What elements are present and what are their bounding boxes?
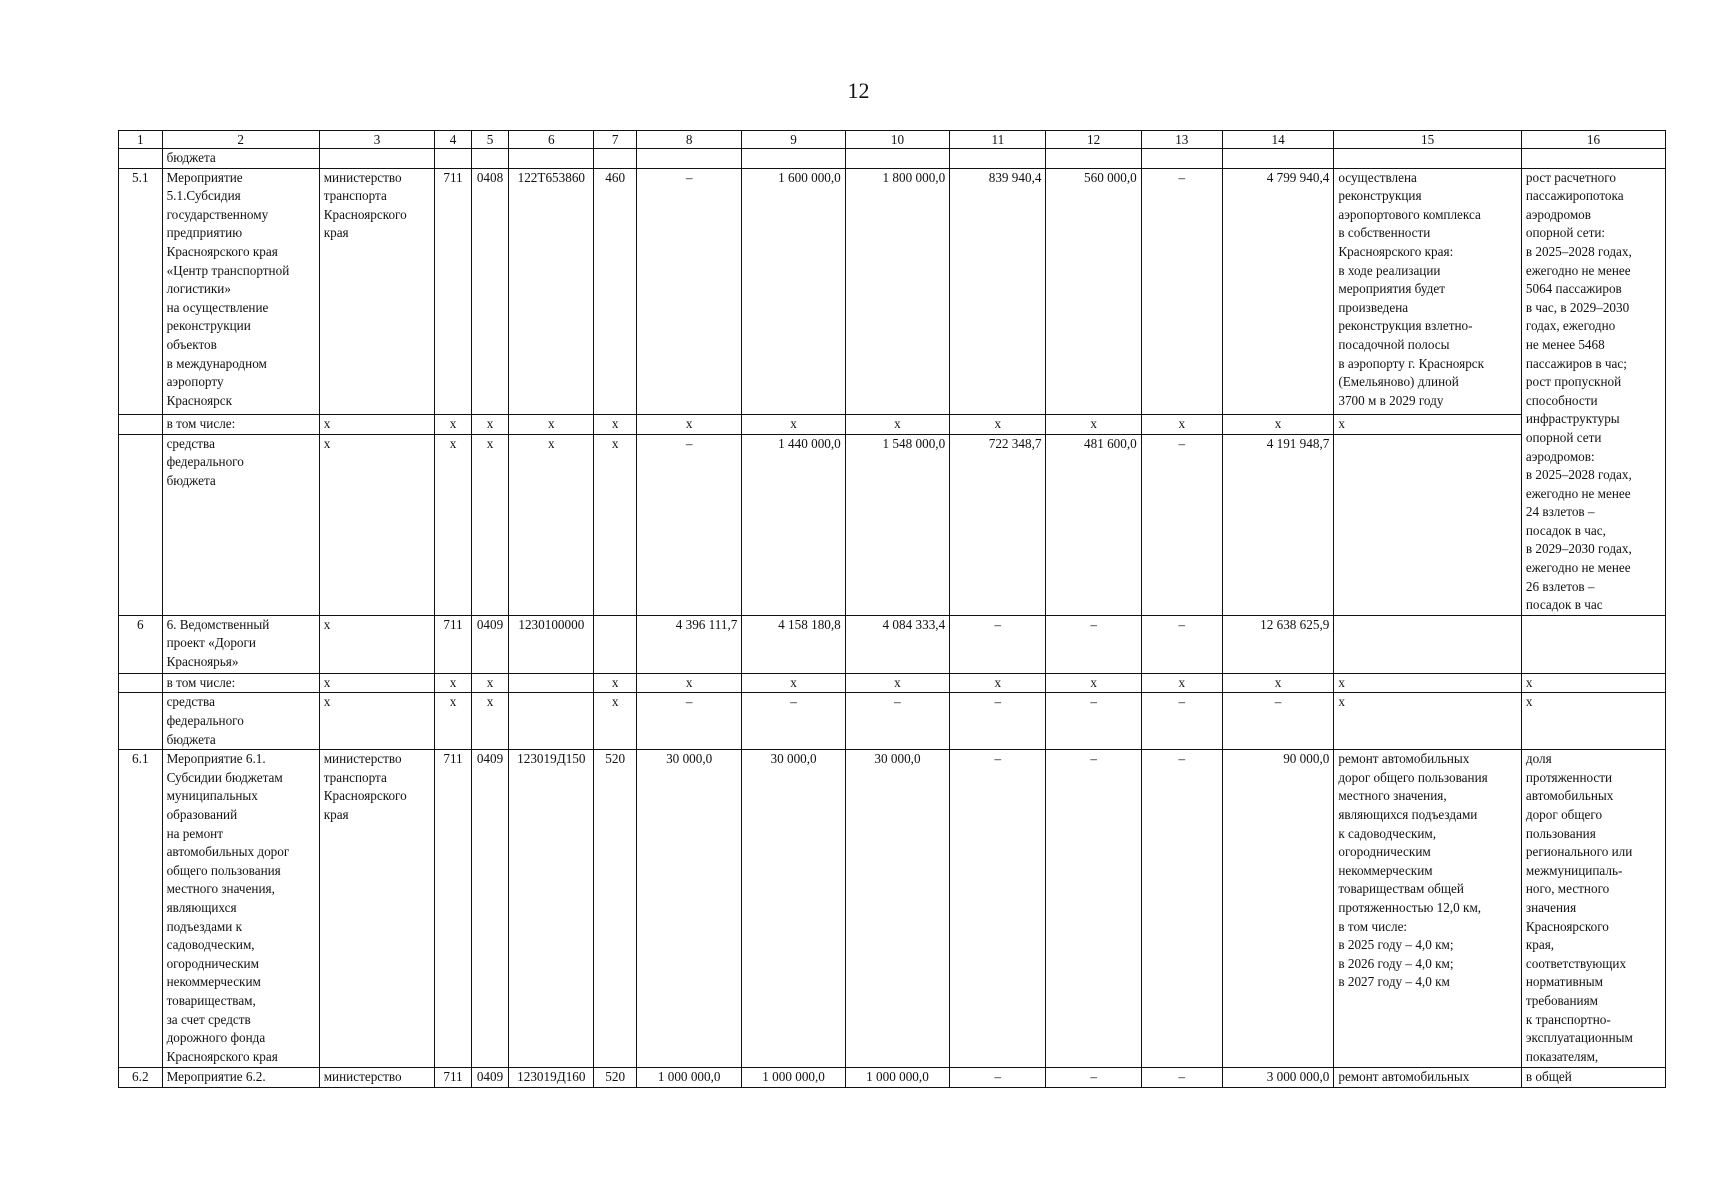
table-cell: x (1046, 415, 1141, 435)
table-cell: x (319, 415, 435, 435)
table-cell: 520 (594, 750, 637, 1068)
table-row (119, 434, 1666, 615)
table-cell: – (950, 693, 1046, 750)
table-cell (636, 149, 741, 169)
row-number: 6 (119, 615, 163, 673)
table-cell: 30 000,0 (636, 750, 741, 1068)
result-description: ремонт автомобильных (1334, 1068, 1522, 1088)
table-cell: 122Т653860 (509, 168, 594, 414)
table-cell: 1 000 000,0 (636, 1068, 741, 1088)
table-cell: 123019Д160 (509, 1068, 594, 1088)
table-cell: 1230100000 (509, 615, 594, 673)
header-row (119, 131, 1666, 149)
table-cell (594, 149, 637, 169)
result-description: осуществлена реконструкция аэропортового комплекса в собственности Красноярского края: в ходе реализации мероприятия будет произведена реконструкция взлетно- посадочной полосы в аэропорту г. Красноярск (Емельяново) длиной 3700 м в 2029 году (1334, 168, 1522, 414)
table-cell: x (742, 415, 845, 435)
table-cell: – (1046, 1068, 1141, 1088)
table-cell: x (509, 434, 594, 615)
table-cell (119, 673, 163, 693)
result-description: ремонт автомобильных дорог общего пользования местного значения, являющихся подъездами к садоводческим, огородническим некоммерческим товариществам общей протяженностью 12,0 км, в том числе: в 2025 году – 4,0 км; в 2026 году – 4,0 км; в 2027 году – 4,0 км (1334, 750, 1522, 1068)
responsible-org: министерство транспорта Красноярского края (319, 750, 435, 1068)
table-cell: – (1141, 615, 1222, 673)
header-cell: 14 (1222, 131, 1334, 149)
header-cell: 2 (162, 131, 319, 149)
table-cell: – (742, 693, 845, 750)
table-cell (509, 149, 594, 169)
table-cell: – (1141, 168, 1222, 414)
table-cell: 4 191 948,7 (1222, 434, 1334, 615)
header-cell: 1 (119, 131, 163, 149)
table-row (119, 149, 1666, 169)
table-cell: – (845, 693, 949, 750)
table-cell: – (636, 168, 741, 414)
table-cell (1046, 149, 1141, 169)
table-cell: x (950, 415, 1046, 435)
indicator-description: рост расчетного пассажиропотока аэродромов опорной сети: в 2025–2028 годах, ежегодно не менее 5064 пассажиров в час, в 2029–2030 годах, ежегодно не менее 5468 пассажиров в час; рост пропускной способности инфраструктуры опорной сети аэродромов: в 2025–2028 годах, ежегодно не менее 24 взлетов – посадок в час, в 2029–2030 годах, ежегодно не менее 26 взлетов – посадок в час (1521, 168, 1665, 615)
table-cell: x (471, 693, 509, 750)
table-cell: – (1222, 693, 1334, 750)
table-cell: 711 (435, 750, 471, 1068)
table-cell: x (319, 693, 435, 750)
table-cell: x (594, 693, 637, 750)
table-cell: 1 600 000,0 (742, 168, 845, 414)
table-cell: 4 396 111,7 (636, 615, 741, 673)
table-cell: – (1141, 750, 1222, 1068)
table-cell: 3 000 000,0 (1222, 1068, 1334, 1088)
measure-name: Мероприятие 5.1.Субсидия государственному предприятию Красноярского края «Центр транспортной логистики» на осуществление реконструкции объектов в международном аэропорту Красноярск (162, 168, 319, 414)
table-cell: – (950, 750, 1046, 1068)
table-row (119, 673, 1666, 693)
table-cell: 520 (594, 1068, 637, 1088)
table-cell (1334, 149, 1522, 169)
page-number: 12 (847, 78, 870, 103)
table-cell: 711 (435, 168, 471, 414)
table-cell: x (471, 415, 509, 435)
table-cell: x (845, 673, 949, 693)
table-cell: x (742, 673, 845, 693)
table-cell: x (319, 673, 435, 693)
table-cell: 1 000 000,0 (742, 1068, 845, 1088)
table-cell: средства федерального бюджета (162, 693, 319, 750)
indicator-description: в общей (1521, 1068, 1665, 1088)
table-cell: x (471, 673, 509, 693)
table-cell: 12 638 625,9 (1222, 615, 1334, 673)
header-cell: 9 (742, 131, 845, 149)
header-cell: 15 (1334, 131, 1522, 149)
table-cell: – (636, 434, 741, 615)
table-row (119, 615, 1666, 673)
table-cell: x (1222, 673, 1334, 693)
table-cell: – (636, 693, 741, 750)
table-cell: 30 000,0 (742, 750, 845, 1068)
header-cell: 5 (471, 131, 509, 149)
measure-name: Мероприятие 6.2. (162, 1068, 319, 1088)
table-cell (119, 149, 163, 169)
table-cell (1334, 434, 1522, 615)
table-cell: x (1334, 673, 1522, 693)
responsible-org: министерство (319, 1068, 435, 1088)
table-cell: 560 000,0 (1046, 168, 1141, 414)
table-cell: 1 548 000,0 (845, 434, 949, 615)
table-cell: – (1046, 615, 1141, 673)
table-cell: x (471, 434, 509, 615)
table-cell: x (594, 415, 637, 435)
table-cell (1222, 149, 1334, 169)
table-cell: 460 (594, 168, 637, 414)
table-cell: x (1334, 693, 1522, 750)
table-cell: 1 000 000,0 (845, 1068, 949, 1088)
table-cell: 123019Д150 (509, 750, 594, 1068)
project-name: 6. Ведомственный проект «Дороги Красноярья» (162, 615, 319, 673)
table-cell (319, 149, 435, 169)
table-cell: x (1141, 673, 1222, 693)
table-cell: x (950, 673, 1046, 693)
table-cell: x (319, 434, 435, 615)
table-cell: 711 (435, 1068, 471, 1088)
table-cell (950, 149, 1046, 169)
responsible-org: министерство транспорта Красноярского края (319, 168, 435, 414)
budget-table (118, 130, 1666, 1088)
table-cell (509, 693, 594, 750)
table-cell: 0409 (471, 1068, 509, 1088)
header-cell: 12 (1046, 131, 1141, 149)
table-cell: x (1046, 673, 1141, 693)
measure-name: Мероприятие 6.1. Субсидии бюджетам муниципальных образований на ремонт автомобильных дорог общего пользования местного значения, являющихся подъездами к садоводческим, огородническим некоммерческим товариществам, за счет средств дорожного фонда Красноярского края (162, 750, 319, 1068)
table-cell: x (435, 693, 471, 750)
table-cell: x (319, 615, 435, 673)
table-cell (1334, 615, 1522, 673)
table-cell (509, 673, 594, 693)
header-cell: 11 (950, 131, 1046, 149)
table-cell: 4 158 180,8 (742, 615, 845, 673)
table-cell (1521, 615, 1665, 673)
table-cell (119, 693, 163, 750)
header-cell: 7 (594, 131, 637, 149)
table-cell: – (1141, 434, 1222, 615)
table-cell: 839 940,4 (950, 168, 1046, 414)
table-cell: – (1046, 750, 1141, 1068)
header-cell: 6 (509, 131, 594, 149)
table-cell (119, 415, 163, 435)
table-cell: – (950, 615, 1046, 673)
table-cell (742, 149, 845, 169)
table-cell: в том числе: (162, 415, 319, 435)
table-cell: x (435, 434, 471, 615)
table-cell: средства федерального бюджета (162, 434, 319, 615)
table-cell: 0409 (471, 615, 509, 673)
table-cell: 481 600,0 (1046, 434, 1141, 615)
table-cell (435, 149, 471, 169)
table-cell: x (435, 415, 471, 435)
table-cell: 1 800 000,0 (845, 168, 949, 414)
table-cell (1521, 149, 1665, 169)
header-cell: 4 (435, 131, 471, 149)
table-row (119, 750, 1666, 1068)
table-cell: x (435, 673, 471, 693)
header-cell: 8 (636, 131, 741, 149)
table-cell: в том числе: (162, 673, 319, 693)
row-number: 5.1 (119, 168, 163, 414)
table-cell: 0408 (471, 168, 509, 414)
table-cell: бюджета (162, 149, 319, 169)
table-row (119, 415, 1666, 435)
table-cell: – (950, 1068, 1046, 1088)
table-cell: 1 440 000,0 (742, 434, 845, 615)
table-row (119, 693, 1666, 750)
table-cell: x (636, 673, 741, 693)
table-cell (845, 149, 949, 169)
table-cell: – (1046, 693, 1141, 750)
table-cell: x (594, 673, 637, 693)
table-cell: 4 084 333,4 (845, 615, 949, 673)
table-cell: x (636, 415, 741, 435)
table-cell (1141, 149, 1222, 169)
table-cell: x (594, 434, 637, 615)
table-cell: x (1521, 693, 1665, 750)
table-cell: x (1222, 415, 1334, 435)
table-cell (119, 434, 163, 615)
table-cell (594, 615, 637, 673)
table-row (119, 168, 1666, 414)
table-cell: 711 (435, 615, 471, 673)
table-row (119, 1068, 1666, 1088)
table-cell: x (1334, 415, 1522, 435)
table-cell: x (845, 415, 949, 435)
header-cell: 3 (319, 131, 435, 149)
row-number: 6.2 (119, 1068, 163, 1088)
table-cell: x (1521, 673, 1665, 693)
table-cell: 30 000,0 (845, 750, 949, 1068)
table-cell: 0409 (471, 750, 509, 1068)
table-cell: x (1141, 415, 1222, 435)
table-cell: 722 348,7 (950, 434, 1046, 615)
table-cell: – (1141, 693, 1222, 750)
header-cell: 13 (1141, 131, 1222, 149)
row-number: 6.1 (119, 750, 163, 1068)
table-cell (471, 149, 509, 169)
indicator-description: доля протяженности автомобильных дорог общего пользования регионального или межмуниципаль- ного, местного значения Красноярского края, соответствующих нормативным требованиям к транспортно- эксплуатационным показателям, (1521, 750, 1665, 1068)
table-cell: – (1141, 1068, 1222, 1088)
header-cell: 16 (1521, 131, 1665, 149)
table-cell: 4 799 940,4 (1222, 168, 1334, 414)
table-cell: x (509, 415, 594, 435)
table-cell: 90 000,0 (1222, 750, 1334, 1068)
header-cell: 10 (845, 131, 949, 149)
